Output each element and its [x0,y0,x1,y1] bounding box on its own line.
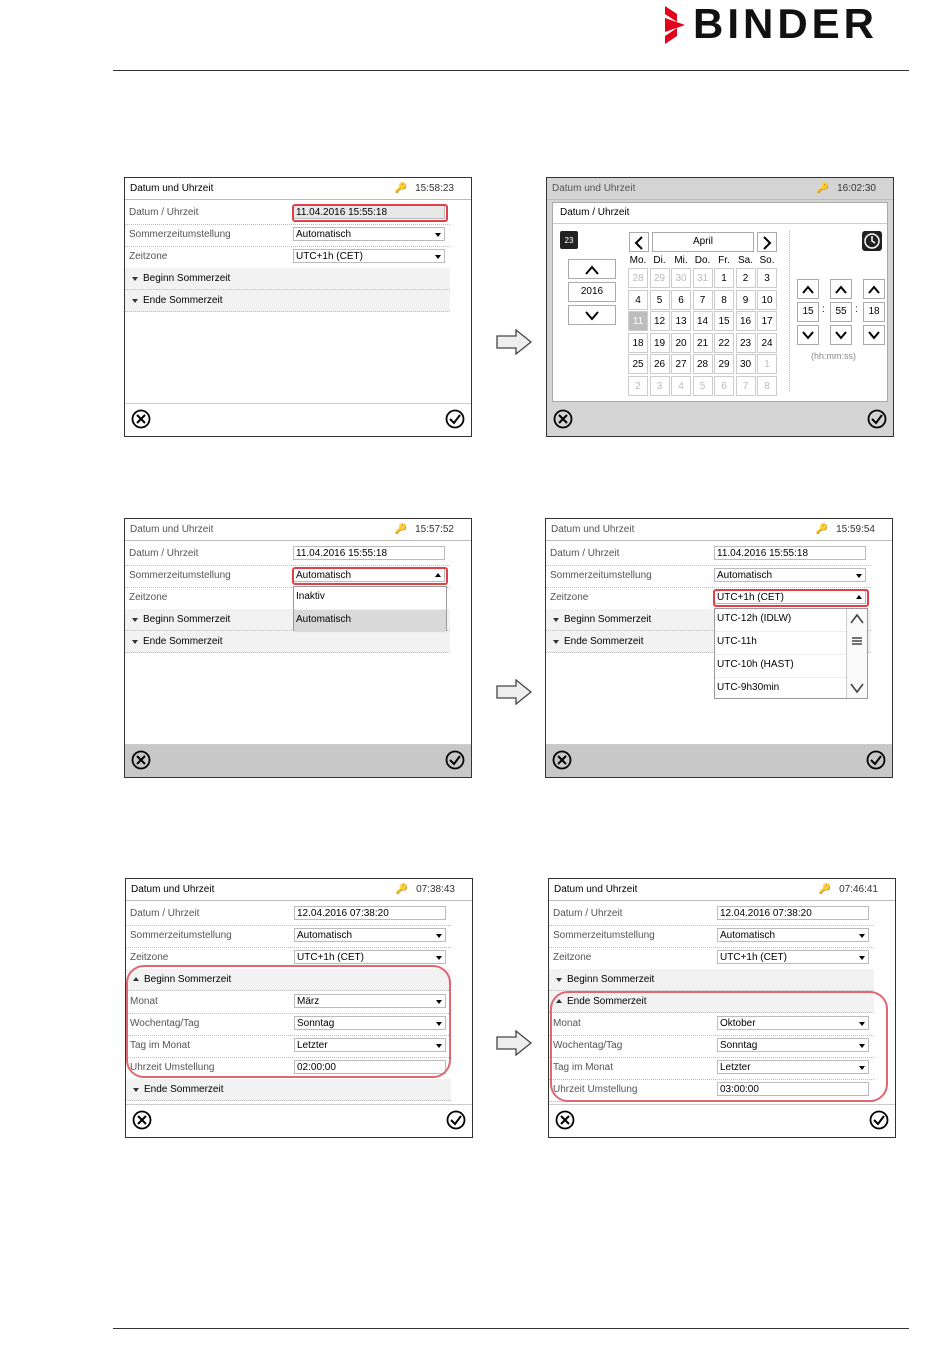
calendar-day[interactable]: 30 [736,354,756,374]
row-label: Uhrzeit Umstellung [130,1062,215,1073]
weekday-header: Fr. [718,255,730,266]
row-label: Zeitzone [129,251,168,262]
row-datetime[interactable] [126,903,451,926]
section-label: Beginn Sommerzeit [567,974,655,985]
panel-timezone-dropdown [545,518,893,778]
calendar-day[interactable]: 23 [736,333,756,353]
datetime-field[interactable]: 12.04.2016 07:38:20 [717,906,869,920]
row-timezone[interactable] [125,246,450,269]
panel-footer [549,1104,895,1137]
section-label: Ende Sommerzeit [144,1084,224,1095]
expand-icon [132,640,138,644]
calendar-day[interactable]: 11 [628,311,648,331]
panel-title: Datum und Uhrzeit [131,884,215,895]
row-label: Wochentag/Tag [130,1018,200,1029]
clock-time: 15:57:52 [415,524,454,535]
panel-dst-start [125,878,473,1138]
cancel-icon[interactable] [553,409,573,429]
minute-down-button[interactable] [830,325,852,345]
year-value[interactable]: 2016 [568,282,616,302]
hour-value[interactable]: 15 [797,302,819,322]
panel-footer [126,1104,472,1137]
user-icon: 🔑 [394,524,407,535]
calendar-day[interactable]: 30 [671,268,691,288]
section-label: Ende Sommerzeit [564,636,644,647]
weekday-header: Di. [653,255,666,266]
expand-icon [132,299,138,303]
row-datetime[interactable] [546,543,871,566]
calendar-day[interactable]: 2 [736,268,756,288]
confirm-icon[interactable] [867,409,887,429]
clock-time: 07:38:43 [416,884,455,895]
panel-title: Datum und Uhrzeit [551,524,635,535]
highlight-frame [292,204,448,222]
panel-datetime-overview [124,177,472,437]
panel-footer [125,403,471,436]
row-label: Zeitzone [550,592,589,603]
calendar-day[interactable]: 24 [757,333,777,353]
row-label: Zeitzone [129,592,168,603]
time-format-hint: (hh:mm:ss) [811,351,856,361]
footer-rule [113,1328,909,1329]
calendar-icon: 23 [560,231,578,249]
scroll-handle-icon[interactable] [847,634,867,648]
row-datetime[interactable] [549,903,874,926]
calendar-day[interactable]: 18 [628,333,648,353]
month-label: April [652,232,754,252]
arrow-right-icon [496,1030,532,1056]
dst-select[interactable] [294,928,446,942]
panel-footer [546,744,892,777]
highlight-frame [713,589,869,607]
highlight-frame [550,991,888,1102]
calendar-day[interactable]: 17 [757,311,777,331]
calendar-day[interactable]: 15 [714,311,734,331]
select-value: Letzter [720,1062,751,1073]
section-label: Beginn Sommerzeit [143,614,231,625]
datetime-field[interactable]: 11.04.2016 15:55:18 [293,546,445,560]
confirm-icon[interactable] [869,1110,889,1130]
user-icon: 🔑 [816,183,829,194]
calendar-day[interactable]: 21 [693,333,713,353]
row-label: Sommerzeitumstellung [129,570,231,581]
confirm-icon[interactable] [445,409,465,429]
chevron-down-icon [859,934,865,938]
calendar-day[interactable]: 22 [714,333,734,353]
calendar-day[interactable]: 5 [693,376,713,396]
row-label: Datum / Uhrzeit [550,548,620,559]
chevron-down-icon [859,956,865,960]
section-label: Beginn Sommerzeit [144,974,232,985]
section-dst-end[interactable] [126,1079,451,1101]
panel-header [126,879,472,901]
chevron-down-icon [435,233,441,237]
highlight-frame [126,965,451,1078]
calendar-day[interactable]: 29 [714,354,734,374]
calendar-day[interactable]: 7 [693,290,713,310]
date-picker-body [552,202,888,402]
calendar-day[interactable]: 28 [693,354,713,374]
calendar-day[interactable]: 6 [714,376,734,396]
clock-time: 16:02:30 [837,183,876,194]
calendar-day[interactable]: 29 [650,268,670,288]
panel-dst-end [548,878,896,1138]
panel-title: Datum und Uhrzeit [554,884,638,895]
row-label: Datum / Uhrzeit [130,908,200,919]
weekday-header: Do. [694,255,711,266]
calendar-day[interactable]: 8 [714,290,734,310]
calendar-day[interactable]: 14 [693,311,713,331]
calendar-day[interactable]: 27 [671,354,691,374]
confirm-icon[interactable] [445,750,465,770]
panel-header [549,879,895,901]
calendar-day[interactable]: 4 [671,376,691,396]
cancel-icon[interactable] [131,409,151,429]
datetime-field[interactable]: 11.04.2016 15:55:18 [714,546,866,560]
calendar-day[interactable]: 5 [650,290,670,310]
option-utc-11[interactable]: UTC-11h [715,632,867,655]
prev-month-button[interactable] [629,232,649,252]
option-utc-12[interactable]: UTC-12h (IDLW) [715,609,867,632]
expand-icon [132,618,138,622]
section-label: Beginn Sommerzeit [143,273,231,284]
year-down-button[interactable] [568,305,616,325]
expand-icon [553,640,559,644]
section-label: Beginn Sommerzeit [564,614,652,625]
divider [789,231,791,391]
scrollbar[interactable] [846,609,867,698]
second-up-button[interactable] [863,279,885,299]
weekday-header: Sa. [737,255,753,266]
calendar-day[interactable]: 20 [671,333,691,353]
select-value: UTC+1h (CET) [717,592,784,603]
panel-header [125,519,471,541]
select-value: UTC+1h (CET) [296,251,363,262]
user-icon: 🔑 [815,524,828,535]
calendar-day[interactable]: 26 [650,354,670,374]
next-month-button[interactable] [757,232,777,252]
calendar-day[interactable]: 31 [693,268,713,288]
chevron-down-icon [435,255,441,259]
hour-down-button[interactable] [797,325,819,345]
row-label: Datum / Uhrzeit [129,207,199,218]
expand-icon [133,1088,139,1092]
row-label: Wochentag/Tag [553,1040,623,1051]
time-separator: : [822,304,825,315]
clock-time: 15:59:54 [836,524,875,535]
select-value: Letzter [297,1040,328,1051]
expand-icon [132,277,138,281]
cancel-icon[interactable] [131,750,151,770]
timezone-options-list [714,608,868,699]
calendar-day[interactable]: 9 [736,290,756,310]
switch-time-field[interactable]: 02:00:00 [294,1060,446,1074]
option-automatic[interactable]: Automatisch [294,610,446,633]
clock-time: 07:46:41 [839,884,878,895]
picker-title: Datum / Uhrzeit [553,203,887,224]
row-timezone[interactable] [549,947,874,970]
select-value: Sonntag [297,1018,335,1029]
cancel-icon[interactable] [555,1110,575,1130]
panel-date-picker [546,177,894,437]
scroll-up-icon[interactable] [847,612,867,626]
clock-time: 15:58:23 [415,183,454,194]
calendar-day[interactable]: 28 [628,268,648,288]
highlight-frame [292,567,448,585]
hour-up-button[interactable] [797,279,819,299]
panel-header [547,178,893,200]
row-dst[interactable] [125,224,450,247]
row-datetime[interactable] [125,543,450,566]
user-icon: 🔑 [818,884,831,895]
weekday-header: So. [759,255,775,266]
datetime-field[interactable]: 11.04.2016 15:55:18 [293,205,445,219]
section-label: Ende Sommerzeit [143,636,223,647]
dst-options-list [293,586,447,631]
panel-title: Datum und Uhrzeit [552,183,636,194]
binder-logo-mark [663,6,687,44]
option-inactive[interactable]: Inaktiv [294,587,446,610]
clock-icon [862,231,882,251]
calendar-day[interactable]: 3 [650,376,670,396]
row-label: Sommerzeitumstellung [130,930,232,941]
arrow-right-icon [496,679,532,705]
user-icon: 🔑 [394,183,407,194]
expand-icon [553,618,559,622]
panel-title: Datum und Uhrzeit [130,183,214,194]
select-value: UTC+1h (CET) [720,952,787,963]
confirm-icon[interactable] [446,1110,466,1130]
calendar-day[interactable]: 1 [714,268,734,288]
row-label: Sommerzeitumstellung [129,229,231,240]
panel-footer [125,744,471,777]
select-value: Sonntag [720,1040,758,1051]
calendar-day[interactable]: 6 [671,290,691,310]
row-label: Uhrzeit Umstellung [553,1084,638,1095]
panel-header [125,178,471,200]
weekday-header: Mo. [629,255,647,266]
expand-icon [556,978,562,982]
row-label: Monat [553,1018,581,1029]
minute-value[interactable]: 55 [830,302,852,322]
chevron-down-icon [436,956,442,960]
calendar-day[interactable]: 19 [650,333,670,353]
select-value: Automatisch [717,570,773,581]
calendar-day[interactable]: 25 [628,354,648,374]
calendar-day[interactable]: 8 [757,376,777,396]
select-value: März [297,996,320,1007]
row-label: Sommerzeitumstellung [550,570,652,581]
calendar-day[interactable]: 4 [628,290,648,310]
user-icon: 🔑 [395,884,408,895]
second-value[interactable]: 18 [863,302,885,322]
minute-up-button[interactable] [830,279,852,299]
section-dst-start[interactable] [125,268,450,290]
section-dst-end[interactable] [125,290,450,312]
panel-header [546,519,892,541]
confirm-icon[interactable] [866,750,886,770]
scroll-down-icon[interactable] [847,681,867,695]
calendar-day[interactable]: 12 [650,311,670,331]
row-dst[interactable] [546,565,871,588]
header-rule [113,70,909,71]
option-utc-9h30[interactable]: UTC-9h30min [717,682,780,693]
row-dst[interactable] [549,925,874,948]
second-down-button[interactable] [863,325,885,345]
chevron-down-icon [856,574,862,578]
select-value: UTC+1h (CET) [297,952,364,963]
calendar-day[interactable]: 10 [757,290,777,310]
calendar-day[interactable]: 13 [671,311,691,331]
panel-dst-dropdown [124,518,472,778]
section-dst-start[interactable] [549,969,874,991]
row-label: Zeitzone [553,952,592,963]
binder-logo [663,0,913,47]
section-label: Ende Sommerzeit [567,996,647,1007]
year-up-button[interactable] [568,259,616,279]
row-label: Tag im Monat [130,1040,191,1051]
select-value: Automatisch [720,930,776,941]
select-value: Automatisch [296,570,352,581]
option-utc-10[interactable]: UTC-10h (HAST) [715,655,867,678]
select-value: Oktober [720,1018,756,1029]
row-label: Datum / Uhrzeit [553,908,623,919]
row-label: Zeitzone [130,952,169,963]
select-value: Automatisch [296,229,352,240]
calendar-day[interactable]: 7 [736,376,756,396]
dst-select[interactable] [293,227,445,241]
timezone-select[interactable] [294,950,446,964]
row-label: Datum / Uhrzeit [129,548,199,559]
panel-title: Datum und Uhrzeit [130,524,214,535]
section-label: Ende Sommerzeit [143,295,223,306]
weekday-header: Mi. [674,255,688,266]
timezone-select[interactable] [717,950,869,964]
row-label: Monat [130,996,158,1007]
cancel-icon[interactable] [132,1110,152,1130]
chevron-down-icon [436,934,442,938]
switch-time-field[interactable]: 03:00:00 [717,1082,869,1096]
calendar-day[interactable]: 1 [757,354,777,374]
calendar-day[interactable]: 16 [736,311,756,331]
row-dst[interactable] [126,925,451,948]
datetime-field[interactable]: 12.04.2016 07:38:20 [294,906,446,920]
timezone-select[interactable] [293,249,445,263]
dst-select[interactable] [714,568,866,582]
row-label: Tag im Monat [553,1062,614,1073]
cancel-icon[interactable] [552,750,572,770]
panel-footer [547,404,893,436]
row-label: Sommerzeitumstellung [553,930,655,941]
time-separator: : [855,304,858,315]
calendar-day[interactable]: 3 [757,268,777,288]
select-value: Automatisch [297,930,353,941]
section-dst-end[interactable] [125,631,450,653]
calendar-day[interactable]: 2 [628,376,648,396]
arrow-right-icon [496,329,532,355]
dst-select[interactable] [717,928,869,942]
brand-name: BINDER [693,0,879,47]
